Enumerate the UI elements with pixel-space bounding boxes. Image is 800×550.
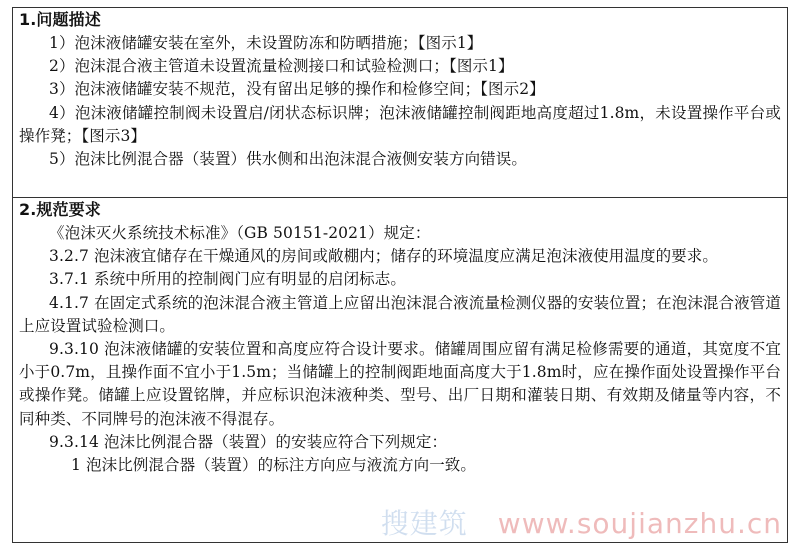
problem-item-2: 2）泡沫混合液主管道未设置流量检测接口和试验检测口；【图示1】 bbox=[49, 57, 514, 76]
clause-9-3-14: 9.3.14 泡沫比例混合器（装置）的安装应符合下列规定： bbox=[49, 432, 448, 451]
problem-item-4: 4）泡沫液储罐控制阀未设置启/闭状态标识牌；泡沫液储罐控制阀距地高度超过1.8m，未设置操作平台或操作凳；【图示3】 bbox=[19, 103, 781, 145]
watermark-cn: 搜建筑 bbox=[380, 507, 468, 540]
clause-3-7-1: 3.7.1 系统中所用的控制阀门应有明显的启闭标志。 bbox=[49, 270, 406, 289]
problem-item-3: 3）泡沫液储罐安装不规范，没有留出足够的操作和检修空间；【图示2】 bbox=[49, 80, 545, 99]
standard-intro: 《泡沫灭火系统技术标准》（GB 50151-2021）规定： bbox=[49, 224, 431, 242]
clause-9-3-10: 9.3.10 泡沫液储罐的安装位置和高度应符合设计要求。储罐周围应留有满足检修需要的通道，其宽度不宜小于0.7m，且操作面不宜小于1.5m；当储罐上的控制阀距地面高度大于1.8m时，应在操作面处设置操作平台或操作凳。储罐上应设置铭牌，并应标识泡沫液种类、型号、出厂日期和灌装日期、有效期及储量等内容，不同种类、不同牌号的泡沫液不得混存。 bbox=[19, 340, 781, 428]
standard-requirements-section bbox=[13, 198, 787, 541]
watermark-url: www.soujianzhu.cn bbox=[497, 507, 782, 540]
problem-section-title: 1.问题描述 bbox=[19, 10, 101, 29]
clause-4-1-7: 4.1.7 在固定式系统的泡沫混合液主管道上应留出泡沫混合液流量检测仪器的安装位置；在泡沫混合液管道上应设置试验检测口。 bbox=[19, 293, 781, 335]
problem-description-section bbox=[13, 8, 787, 198]
problem-item-1: 1）泡沫液储罐安装在室外，未设置防冻和防晒措施；【图示1】 bbox=[49, 34, 483, 52]
document-table bbox=[12, 7, 788, 543]
problem-item-5: 5）泡沫比例混合器（装置）供水侧和出泡沫混合液侧安装方向错误。 bbox=[49, 150, 527, 169]
clause-3-2-7: 3.2.7 泡沫液宜储存在干燥通风的房间或敞棚内；储存的环境温度应满足泡沫液使用温度的要求。 bbox=[49, 247, 718, 266]
watermark bbox=[381, 502, 782, 542]
requirements-section-title: 2.规范要求 bbox=[19, 200, 101, 219]
clause-9-3-14-item-1: 1 泡沫比例混合器（装置）的标注方向应与液流方向一致。 bbox=[71, 456, 476, 475]
